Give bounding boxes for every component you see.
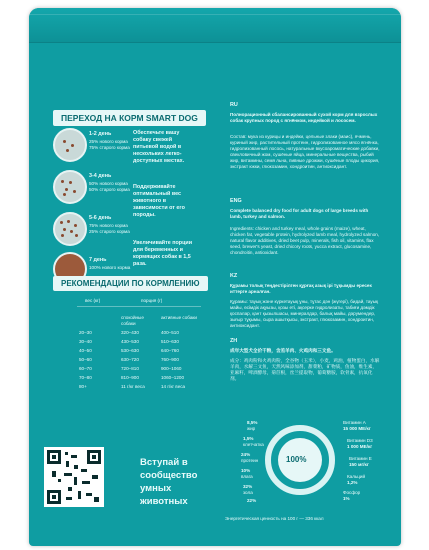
feeding-title: РЕКОМЕНДАЦИИ ПО КОРМЛЕНИЮ [53, 276, 208, 291]
kz-body: Құрамы: тауық және күркетауық ұны, тұтас дән (жүгері), бидай, тауық майы, өсімдік ақуызы, қозы еті, ақсерке гидролизаты, табиғи дәмдік қоспалар, қант қызылшасы, минералдар, балық майы, дәрумендер, зығыр тұқымы, сыра ашытқысы, экстракт, глюкозамин, хондроитин, антиоксидант. [230, 299, 379, 328]
ru-tag: RU [230, 102, 238, 108]
en-body: Ingredients: chicken and turkey meal, whole grains (maize), wheat, chicken fat, vegetable protein, hydrolyzed lamb meal, hydrolyzed salmon, natural flavor additives, dried beet pulp, minerals, fish oil, vitamins, flax seed, brewer's yeast, dried chicory roots, yucca extract, glucosamine, chondroitin, antioxidant. [230, 226, 380, 255]
row-calm: 810–900 [121, 375, 139, 380]
nut-left-5-label: зола [243, 490, 253, 495]
step-3-new: 75% нового корма [89, 223, 128, 228]
step-4-day: 7 день [89, 257, 107, 263]
table-divider [77, 306, 201, 307]
nut-right-1: 15 000 МЕ/кг [343, 426, 371, 431]
nut-left-5: 32% [243, 484, 253, 489]
ru-body: Состав: мука из курицы и индейки, цельные злаки (маис), ячмень, куриный жир, растительный протеин, гидролизованное мясо ягнёнка, гидролизованный лосось, натуральные вкусоароматические добавки, свекловичный жом, сушёные яйца, минеральные вещества, рыбий жир, витамины, семя льна, пивные дрожжи, сушёные плоды цикория, экстракт юкки, глюкозамин, хондроитин, антиоксидант. [230, 134, 380, 169]
ru-title: Полнорационный сбалансированный сухой корм для взрослых собак крупных пород с ягнёнком, индейкой и лососем. [230, 112, 378, 123]
step-1-day: 1-2 день [89, 131, 112, 137]
row-active: 400–510 [161, 330, 179, 335]
row-weight: 20–30 [79, 330, 92, 335]
step-3-day: 5-6 день [89, 215, 112, 221]
nut-left-1-label: жир [247, 426, 256, 431]
row-weight: 50–60 [79, 357, 92, 362]
step-2-day: 3-4 день [89, 173, 112, 179]
step-1-old: 75% старого корма [89, 145, 130, 150]
col-portion: порция (г) [141, 298, 163, 303]
row-active: 14 г/кг веса [161, 384, 186, 389]
nut-right-4-label: Кальций [347, 474, 366, 479]
transition-title: ПЕРЕХОД НА КОРМ SMART DOG [53, 110, 206, 126]
row-calm: 320–430 [121, 330, 139, 335]
nut-right-2-label: Витамин D3 [347, 438, 373, 443]
step-2-new: 50% нового корма [89, 181, 128, 186]
row-weight: 80+ [79, 384, 87, 389]
nut-left-3-label: протеин [241, 458, 259, 463]
nut-left-4: 10% [241, 468, 251, 473]
nut-right-5-label: Фосфор [343, 490, 361, 495]
row-weight: 70–80 [79, 375, 92, 380]
nut-left-1: 8,5% [247, 420, 258, 425]
nut-right-1-label: Витамин А [343, 420, 366, 425]
nutrition-center-value: 100% [286, 455, 307, 464]
package-seal [29, 8, 401, 43]
nut-right-5: 1% [343, 496, 350, 501]
energy-value: Энергетическая ценность на 100 г — 336 ккал [225, 516, 324, 521]
row-calm: 630–720 [121, 357, 139, 362]
nut-left-2: 1,5% [243, 436, 254, 441]
portion-1-icon [53, 128, 87, 162]
nut-right-3: 150 мг/кг [349, 462, 369, 467]
row-calm: 720–810 [121, 366, 139, 371]
row-active: 760–900 [161, 357, 179, 362]
col-weight: вес (кг) [85, 298, 101, 303]
tip-water: Обеспечьте вашу собаку свежей питьевой водой в нескольких легко-доступных местах. [133, 130, 185, 164]
en-tag: ENG [230, 198, 242, 204]
row-calm: 11 г/кг веса [121, 384, 145, 389]
portion-3-icon [53, 212, 87, 246]
nut-right-3-label: Витамин Е [349, 456, 372, 461]
row-weight: 40–50 [79, 348, 92, 353]
zh-title: 成年大型犬全价干粮，含羔羊肉、火鸡肉和三文鱼。 [230, 348, 336, 353]
step-3-old: 25% старого корма [89, 229, 130, 234]
community-text: Вступай в сообщество умных животных [140, 457, 198, 507]
row-active: 510–630 [161, 339, 179, 344]
row-calm: 530–630 [121, 348, 139, 353]
nut-right-2: 1 000 МЕ/кг [347, 444, 373, 449]
step-2-old: 50% старого корма [89, 187, 130, 192]
tip-weight: Поддерживайте оптимальный вес животного в зависимости от его породы. [133, 184, 185, 218]
zh-body: 成分：鸡肉粉和火鸡肉粉，全谷物（玉米），小麦，鸡油，植物蛋白，水解羊肉，水解三文鱼，天然风味添加剂，甜菜粕，矿物质，鱼油，维生素，亚麻籽，啤酒酵母，菊苣根，丝兰提取物，葡萄糖胺，软骨素，抗氧化剂。 [230, 358, 380, 381]
tip-pregnant: Увеличивайте порции для беременных и кормящих собак в 1,5 раза. [133, 240, 193, 267]
row-active: 900–1060 [161, 366, 182, 371]
row-weight: 30–40 [79, 339, 92, 344]
row-weight: 60–70 [79, 366, 92, 371]
nut-left-4-label: влага [241, 474, 253, 479]
zh-tag: ZH [230, 338, 238, 344]
row-active: 640–760 [161, 348, 179, 353]
portion-2-icon [53, 170, 87, 204]
row-calm: 430–530 [121, 339, 139, 344]
kz-title: Құрамы толық теңдестірілген құрғақ азық ірі тұқымды ересек иттерге арналған. [230, 283, 372, 294]
en-title: Complete balanced dry food for adult dogs of large breeds with lamb, turkey and salmon. [230, 208, 369, 219]
nut-left-3: 24% [241, 452, 251, 457]
col-active: активные собаки [161, 315, 197, 320]
nut-right-4: 1,2% [347, 480, 358, 485]
kz-tag: KZ [230, 273, 238, 279]
step-4-new: 100% нового корма [89, 265, 131, 270]
col-calm: спокойные собаки [121, 315, 144, 326]
nut-left-2-label: клетчатка [243, 442, 264, 447]
nut-left-6: 22% [247, 498, 257, 503]
qr-code[interactable] [44, 447, 104, 507]
step-1-new: 25% нового корма [89, 139, 128, 144]
row-active: 1060–1200 [161, 375, 184, 380]
